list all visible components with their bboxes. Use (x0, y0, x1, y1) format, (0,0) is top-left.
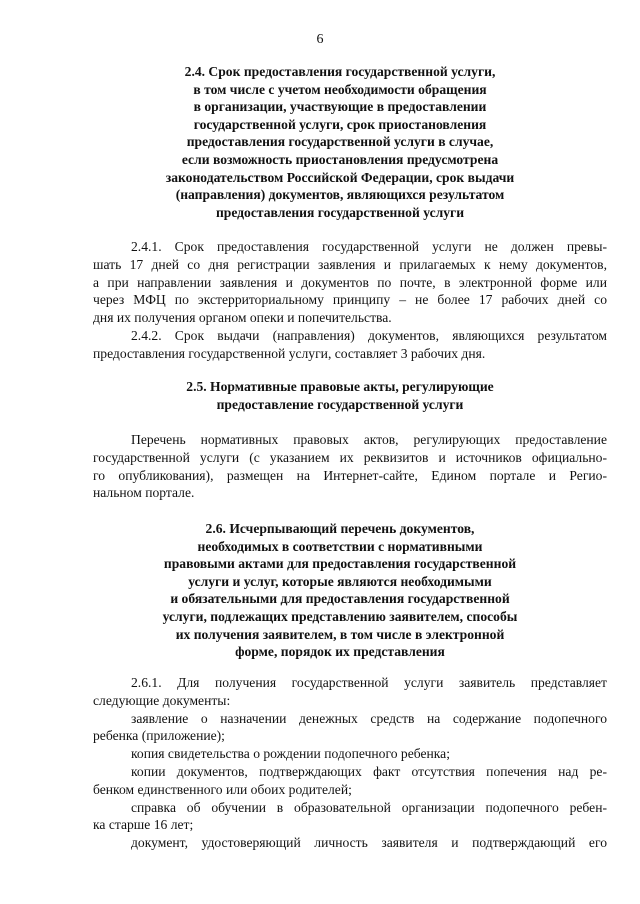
paragraph-2-6-1 (93, 674, 607, 852)
heading-line: 2.5. Нормативные правовые акты, регулирующие (186, 379, 494, 394)
heading-line: государственной услуги, срок приостановления (193, 116, 487, 132)
paragraph-2-4-1 (93, 238, 607, 327)
list-item-line: заявление о назначении денежных средств на содержание подопечного (131, 710, 607, 726)
list-item-line: копия свидетельства о рождении подопечного ребенка; (131, 746, 450, 762)
paragraph-line: 2.4.2. Срок выдачи (направления) документов, являющихся результатом (131, 328, 607, 343)
heading-line: необходимых в соответствии с нормативными (197, 538, 483, 554)
list-item-line: ка старше 16 лет; (93, 817, 194, 833)
heading-line: 2.6. Исчерпывающий перечень документов, (205, 521, 475, 536)
section-2-5-heading (60, 378, 620, 413)
heading-line: их получения заявителем, в том числе в электронной (175, 626, 505, 642)
heading-line: форме, порядок их представления (235, 644, 445, 660)
paragraph-line: дня их получения органом опеки и попечительства. (93, 310, 392, 326)
paragraph-line: Перечень нормативных правовых актов, регулирующих предоставление (131, 432, 607, 447)
list-item-line: копии документов, подтверждающих факт отсутствия попечения над ре- (131, 763, 607, 779)
heading-line: 2.4. Срок предоставления государственной услуги, (184, 64, 496, 79)
heading-line: в организации, участвующие в предоставлении (193, 99, 487, 115)
paragraph-line: предоставления государственной услуги, составляет 3 рабочих дня. (93, 345, 486, 361)
paragraph-2-5 (93, 431, 607, 502)
heading-line: услуги, подлежащих представлению заявителем, способы (162, 608, 518, 624)
heading-line: и обязательными для предоставления государственной (170, 591, 510, 607)
heading-line: законодательством Российской Федерации, срок выдачи (165, 169, 515, 185)
paragraph-line: го опубликования), размещен на Интернет-сайте, Едином портале и Регио- (93, 467, 607, 483)
heading-line: предоставления государственной услуги в случае, (186, 134, 494, 150)
section-2-4-heading (60, 63, 620, 221)
heading-line: если возможность приостановления предусмотрена (181, 151, 499, 167)
paragraph-line: нальном портале. (93, 485, 195, 501)
page-number: 6 (316, 32, 324, 47)
section-2-6-heading (60, 520, 620, 661)
list-item-line: бенком единственного или обоих родителей; (93, 781, 352, 797)
paragraph-2-4-2 (93, 327, 607, 363)
paragraph-line: через МФЦ по экстерриториальному принципу – не более 17 рабочих дней со (93, 292, 607, 308)
heading-line: услуги и услуг, которые являются необходимыми (188, 573, 492, 589)
heading-line: в том числе с учетом необходимости обращения (193, 81, 487, 97)
paragraph-line: а при направлении заявления и документов по почте, в электронной форме или (93, 274, 607, 290)
heading-line: предоставление государственной услуги (216, 396, 464, 412)
heading-line: правовыми актами для предоставления государственной (163, 556, 517, 572)
heading-line: предоставления государственной услуги (215, 204, 465, 220)
list-item-line: документ, удостоверяющий личность заявителя и подтверждающий его (131, 835, 607, 851)
paragraph-line: следующие документы: (93, 692, 231, 708)
list-item-line: справка об обучении в образовательной организации подопечного ребен- (131, 799, 607, 815)
heading-line: (направления) документов, являющихся результатом (175, 187, 505, 203)
list-item-line: ребенка (приложение); (93, 728, 225, 744)
paragraph-line: шать 17 дней со дня регистрации заявления и прилагаемых к нему документов, (93, 256, 607, 272)
paragraph-line: 2.6.1. Для получения государственной услуги заявитель представляет (131, 675, 607, 690)
paragraph-line: государственной услуги (с указанием их реквизитов и источников официально- (93, 449, 607, 465)
paragraph-line: 2.4.1. Срок предоставления государственной услуги не должен превы- (131, 239, 607, 254)
